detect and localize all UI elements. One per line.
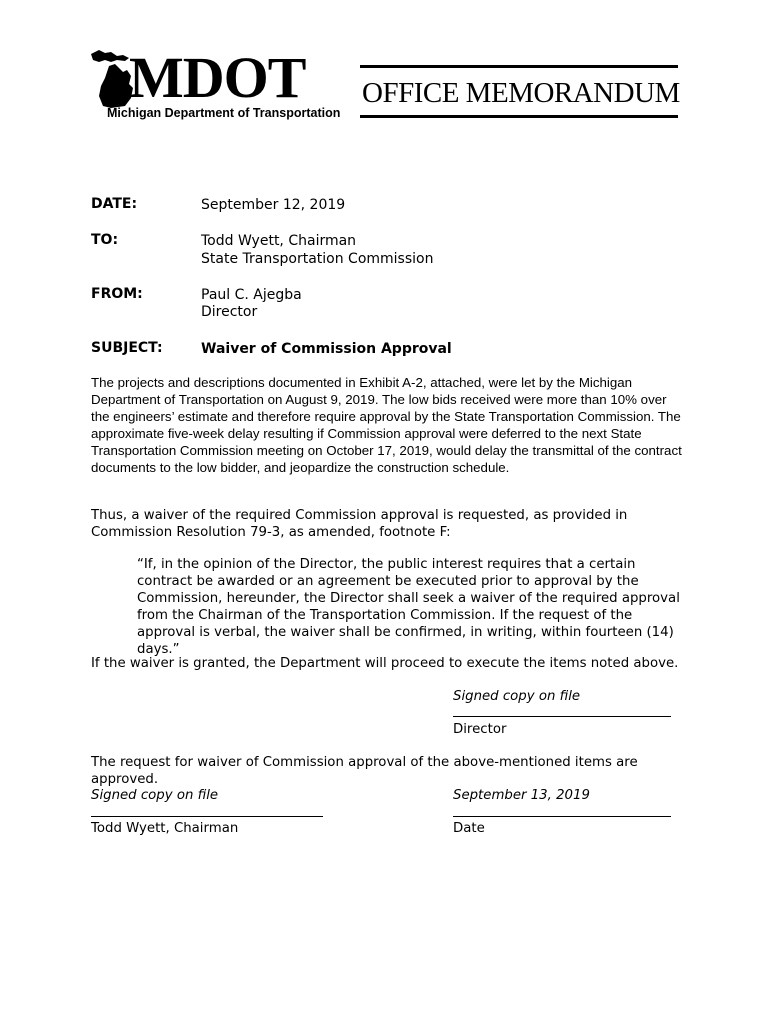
logo-wordmark: MDOT (129, 45, 306, 110)
chair-signature-line (91, 816, 323, 817)
subject-value: Waiver of Commission Approval (201, 341, 452, 357)
chair-signature-label: Todd Wyett, Chairman (91, 821, 239, 836)
director-signature-line (453, 716, 671, 717)
director-signed-note: Signed copy on file (453, 689, 581, 704)
to-label: TO: (91, 232, 119, 248)
date-signature-line (453, 816, 671, 817)
body-paragraph-1: The projects and descriptions documented in Exhibit A-2, attached, were let by the Michigan Department of Transportation on August 9, 2019. The low bids received were more than 10% over the engineers’ estimate and therefore require approval by the State Transportation Commission. The approximate five-week delay resulting if Commission approval were deferred to the next State Transportation Commission meeting on October 17, 2019, would delay the transmittal of the contract documents to the low bidder, and jeopardize the construction schedule. (91, 375, 682, 475)
mdot-logo (89, 46, 339, 126)
to-org: State Transportation Commission (201, 251, 434, 267)
subject-label: SUBJECT: (91, 340, 163, 356)
logo-subtitle: Michigan Department of Transportation (107, 106, 341, 120)
from-label: FROM: (91, 286, 143, 302)
date-value: September 12, 2019 (201, 197, 346, 213)
from-name: Paul C. Ajegba (201, 287, 302, 303)
from-title: Director (201, 304, 258, 320)
header-rule-top (360, 65, 678, 68)
date-label: DATE: (91, 196, 138, 212)
chair-signed-note: Signed copy on file (91, 788, 219, 803)
resolution-quote: “If, in the opinion of the Director, the public interest requires that a certain contract be awarded or an agreement be executed prior to approval by the Commission, hereunder, the Director shall seek a waiver of the required approval from the Chairman of the Transportation Commission. If the request of the approval is verbal, the waiver shall be confirmed, in writing, within fourteen (14) days.” (137, 557, 680, 657)
to-name: Todd Wyett, Chairman (201, 233, 357, 249)
memo-title: OFFICE MEMORANDUM (362, 77, 680, 109)
approval-date-value: September 13, 2019 (453, 788, 590, 803)
date-signature-label: Date (453, 821, 485, 836)
header-rule-bottom (360, 115, 678, 118)
approval-statement: The request for waiver of Commission approval of the above-mentioned items are approved. (91, 755, 638, 787)
body-paragraph-2: Thus, a waiver of the required Commission approval is requested, as provided in Commission Resolution 79-3, as amended, footnote F: (91, 508, 628, 540)
body-paragraph-3: If the waiver is granted, the Department will proceed to execute the items noted above. (91, 656, 679, 671)
director-signature-label: Director (453, 722, 507, 737)
